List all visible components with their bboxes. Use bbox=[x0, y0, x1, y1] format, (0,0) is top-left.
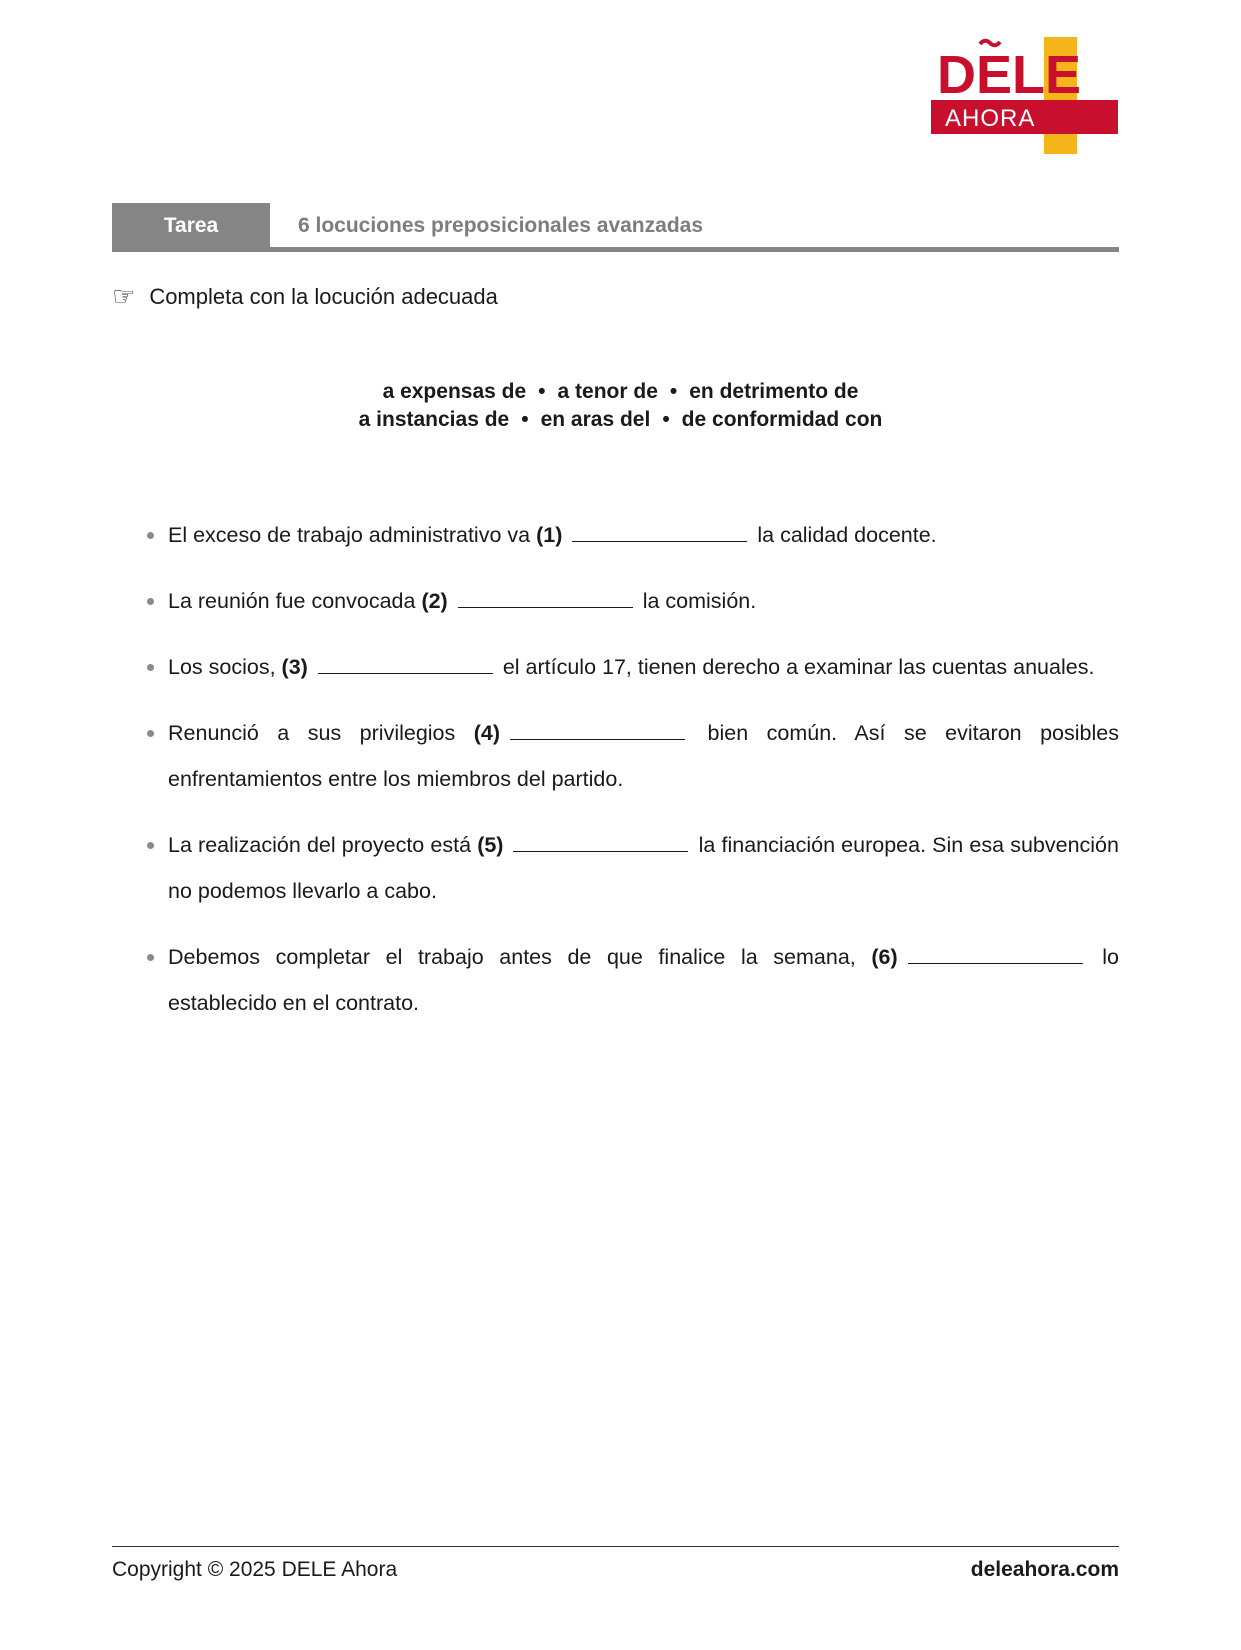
item-number: (3) bbox=[281, 655, 308, 679]
item-text-after: la calidad docente. bbox=[757, 523, 937, 547]
word-bank-row-1 bbox=[0, 378, 1241, 406]
item-number: (1) bbox=[536, 523, 563, 547]
logo-bottom-text: AHORA bbox=[945, 105, 1036, 132]
item-text-after: la comisión. bbox=[642, 589, 757, 613]
footer-divider bbox=[112, 1546, 1119, 1547]
exercise-item bbox=[143, 578, 1119, 624]
word-bank-option: a tenor de bbox=[557, 380, 658, 403]
exercise-item bbox=[143, 822, 1119, 914]
footer-site-link[interactable]: deleahora.com bbox=[970, 1558, 1119, 1581]
dele-ahora-logo bbox=[931, 34, 1118, 154]
answer-blank[interactable] bbox=[572, 540, 747, 542]
word-bank-option: a instancias de bbox=[358, 408, 510, 431]
item-text-after: bien común. Así se evitaron posibles enfrentamientos entre los miembros del partido. bbox=[168, 721, 1119, 791]
item-text-after: el artículo 17, tienen derecho a examinar las cuentas anuales. bbox=[502, 655, 1095, 679]
item-text-after: lo establecido en el contrato. bbox=[168, 945, 1119, 1015]
word-bank-option: en aras del bbox=[540, 408, 651, 431]
exercise-item bbox=[143, 934, 1119, 1026]
answer-blank[interactable] bbox=[510, 738, 685, 740]
item-text-before: El exceso de trabajo administrativo va bbox=[168, 523, 531, 547]
answer-blank[interactable] bbox=[458, 606, 633, 608]
exercise-item bbox=[143, 710, 1119, 802]
exercise-item bbox=[143, 644, 1119, 690]
bullet-separator: • bbox=[669, 380, 678, 403]
bullet-separator: • bbox=[538, 380, 546, 403]
exercise-item bbox=[143, 512, 1119, 558]
word-bank bbox=[0, 378, 1241, 434]
bullet-separator: • bbox=[662, 408, 670, 431]
item-number: (6) bbox=[871, 945, 898, 969]
word-bank-option: de conformidad con bbox=[681, 408, 883, 431]
item-number: (4) bbox=[473, 721, 501, 745]
item-text-before: Los socios, bbox=[168, 655, 276, 679]
exercise-list bbox=[143, 512, 1119, 1046]
answer-blank[interactable] bbox=[908, 962, 1083, 964]
instruction-text: Completa con la locución adecuada bbox=[149, 284, 498, 309]
bullet-separator: • bbox=[521, 408, 529, 431]
item-text-after: la financiación europea. Sin esa subvención no podemos llevarlo a cabo. bbox=[168, 833, 1119, 903]
word-bank-option: a expensas de bbox=[382, 380, 527, 403]
word-bank-option: en detrimento de bbox=[689, 380, 859, 403]
task-header bbox=[112, 203, 1119, 253]
pointing-hand-icon: ☞ bbox=[112, 282, 136, 312]
item-text-before: Debemos completar el trabajo antes de que finalice la semana, bbox=[168, 945, 856, 969]
instruction bbox=[112, 282, 498, 312]
item-number: (5) bbox=[477, 833, 504, 857]
footer-copyright: Copyright © 2025 DELE Ahora bbox=[112, 1558, 398, 1581]
task-title: 6 locuciones preposicionales avanzadas bbox=[298, 214, 703, 237]
item-text-before: La realización del proyecto está bbox=[168, 833, 472, 857]
item-text-before: Renunció a sus privilegios bbox=[168, 721, 456, 745]
item-number: (2) bbox=[421, 589, 448, 613]
answer-blank[interactable] bbox=[318, 672, 493, 674]
header-divider bbox=[112, 247, 1119, 252]
word-bank-row-2 bbox=[0, 406, 1241, 434]
answer-blank[interactable] bbox=[513, 850, 688, 852]
logo-top-text: DELE bbox=[937, 45, 1082, 105]
item-text-before: La reunión fue convocada bbox=[168, 589, 416, 613]
task-tag: Tarea bbox=[112, 203, 270, 248]
